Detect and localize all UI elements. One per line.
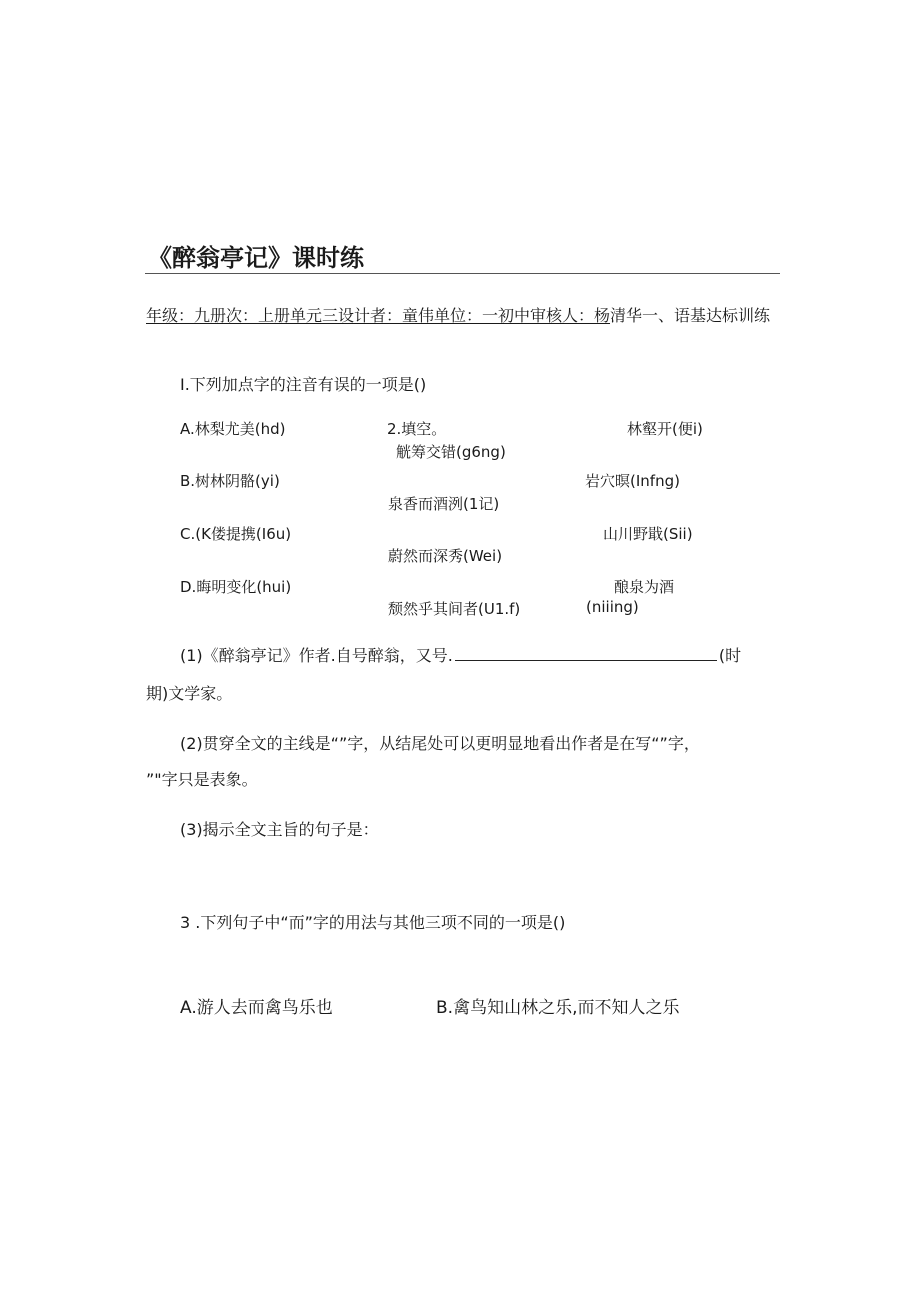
q3-option-b: B.禽鸟知山林之乐,而不知人之乐 [436,998,680,1018]
q1-right-b: 岩穴暝(Infng) [585,472,680,490]
q1-right-a: 林壑开(便i) [627,420,703,438]
meta-info [146,304,786,328]
q1-middle-a2: 觥筹交错(g6ng) [396,443,506,461]
q1-option-d: D.晦明变化(hui) [180,578,292,596]
meta-underlined-text: 年级：九册次：上册单元三设计者：童伟单位：一初中审核人：杨 [146,306,611,325]
q1-right-d2: (niiing) [586,598,639,616]
q2-part-1-cont: 期)文学家。 [146,684,233,703]
q1-middle-d: 颓然乎其间者(U1.f) [388,600,521,618]
q1-option-b: B.树林阴骼(yi) [180,472,280,490]
q1-middle-c: 蔚然而深秀(Wei) [388,547,503,565]
q2-part-3: (3)揭示全文主旨的句子是： [180,820,379,839]
page-title: 《醉翁亭记》课时练 [148,244,364,272]
q2-part-1 [180,643,741,666]
q2-part-2-line-1: (2)贯穿全文的主线是“”字，从结尾处可以更明显地看出作者是在写“”字， [180,734,700,753]
question-1-stem: I.下列加点字的注音有误的一项是() [180,375,427,394]
question-3-stem: 3 .下列句子中“而”字的用法与其他三项不同的一项是() [180,913,566,932]
q1-middle-b: 泉香而酒洌(1记) [388,495,500,513]
title-divider [145,273,780,274]
q1-option-c: C.(K偻提携(I6u) [180,525,292,543]
q2-part-1-start: (1)《醉翁亭记》作者.自号醉翁，又号. [180,646,453,665]
q1-right-d1: 酿泉为酒 [614,578,675,596]
q2-part-2-line-2: ”"字只是表象。 [146,770,258,789]
q1-right-c: 山川野戢(Sii) [603,525,693,543]
q2-part-1-end: (时 [718,646,742,665]
meta-rest-text: 清华一、语基达标训练 [610,306,771,325]
q1-middle-a1: 2.填空。 [387,420,447,438]
answer-blank[interactable] [455,646,717,661]
q1-option-a: A.林梨尤美(hd) [180,420,286,438]
q3-option-a: A.游人去而禽鸟乐也 [180,998,333,1018]
